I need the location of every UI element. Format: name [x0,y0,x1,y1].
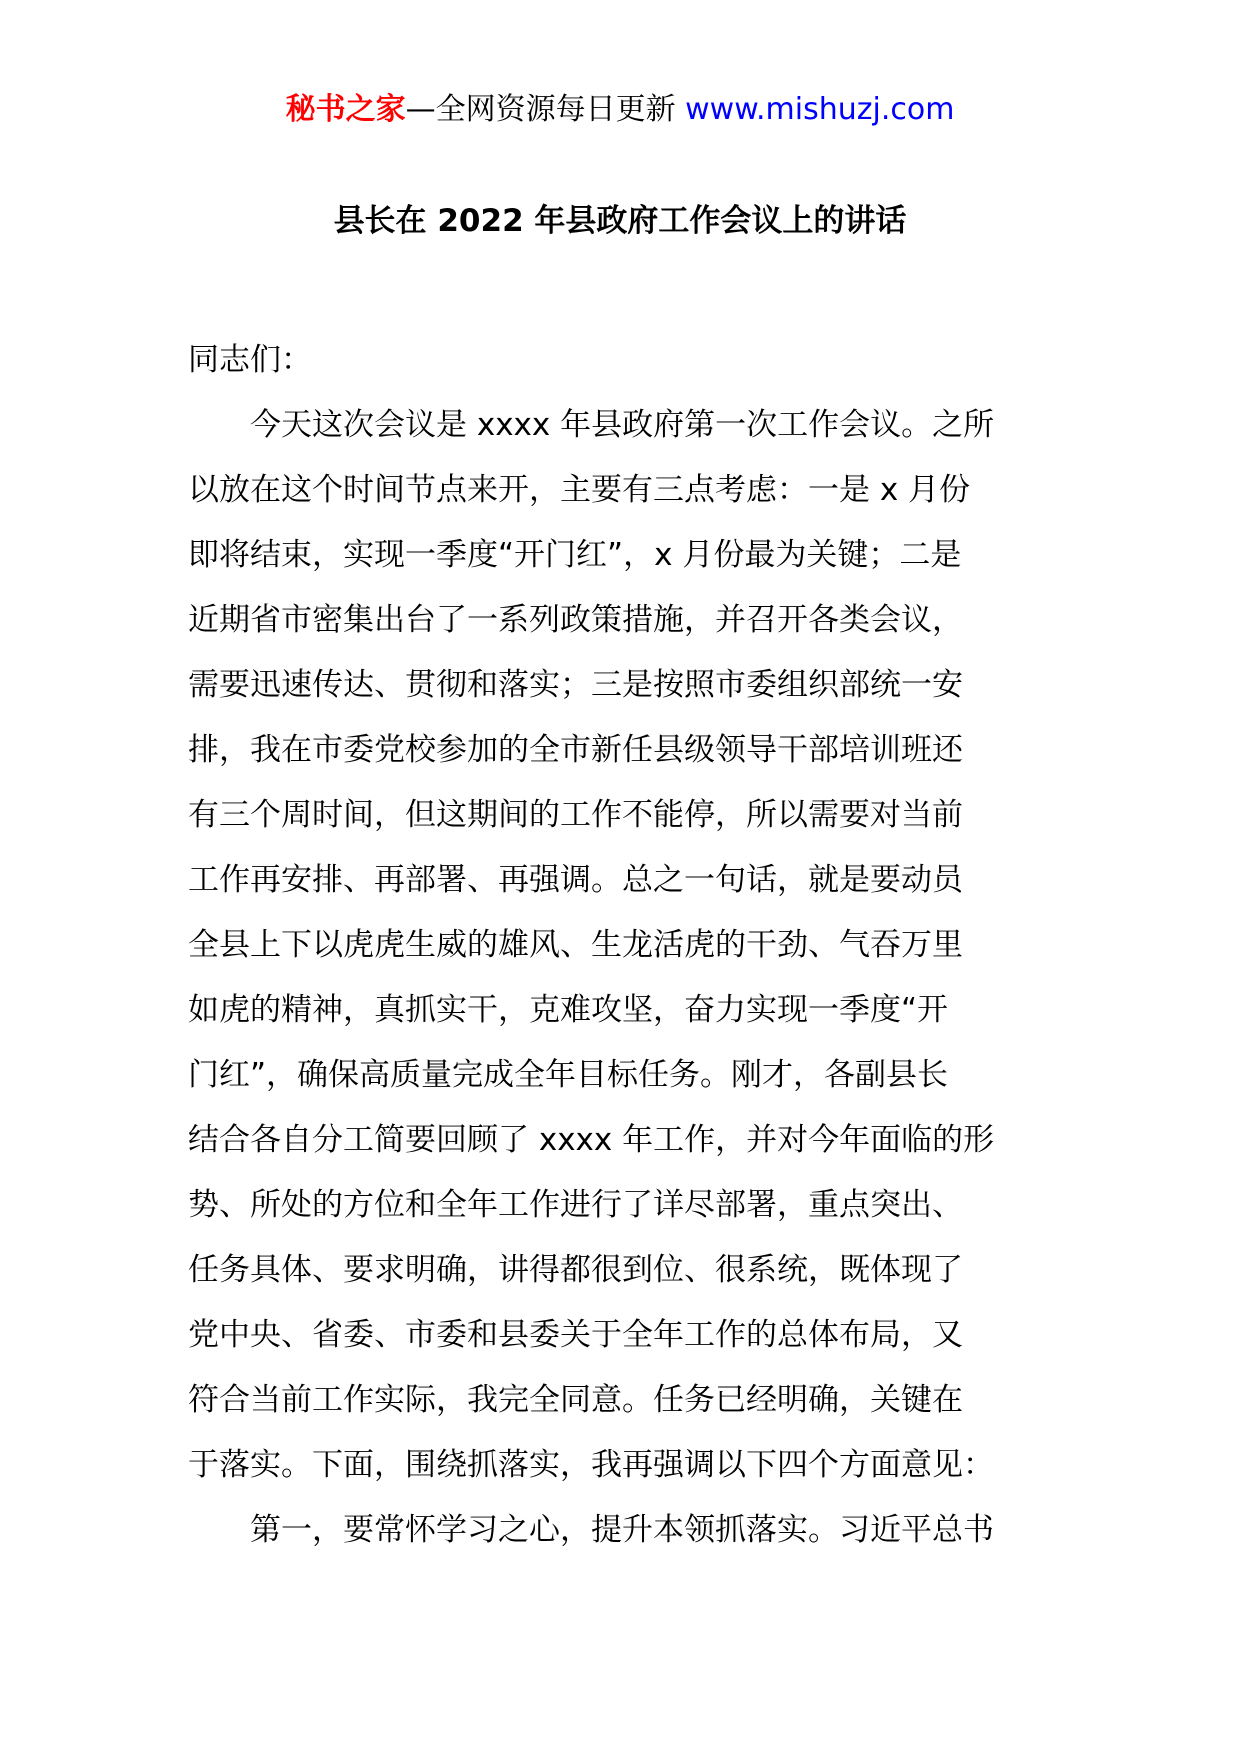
body-line: 有三个周时间，但这期间的工作不能停，所以需要对当前 [188,797,963,833]
body-line: 任务具体、要求明确，讲得都很到位、很系统，既体现了 [188,1252,963,1288]
body-line: 以放在这个时间节点来开，主要有三点考虑：一是 x 月份 [188,472,971,508]
body-line: 全县上下以虎虎生威的雄风、生龙活虎的干劲、气吞万里 [188,927,963,963]
body-line: 近期省市密集出台了一系列政策措施，并召开各类会议， [188,602,963,638]
site-brand: 秘书之家 [285,92,406,127]
body-line: 今天这次会议是 xxxx 年县政府第一次工作会议。之所 [250,407,995,443]
site-header [0,88,1240,132]
document-body [188,328,1068,1563]
body-line: 排，我在市委党校参加的全市新任县级领导干部培训班还 [188,732,963,768]
body-line: 势、所处的方位和全年工作进行了详尽部署，重点突出、 [188,1187,963,1223]
site-url-link[interactable]: www.mishuzj.com [685,92,955,127]
body-line: 第一，要常怀学习之心，提升本领抓落实。习近平总书 [250,1512,994,1548]
body-line: 门红”，确保高质量完成全年目标任务。刚才，各副县长 [188,1057,949,1093]
body-line: 符合当前工作实际，我完全同意。任务已经明确，关键在 [188,1382,963,1418]
body-line: 工作再安排、再部署、再强调。总之一句话，就是要动员 [188,862,963,898]
salutation-line: 同志们： [188,342,312,378]
body-line: 党中央、省委、市委和县委关于全年工作的总体布局，又 [188,1317,963,1353]
body-line: 于落实。下面，围绕抓落实，我再强调以下四个方面意见： [188,1447,994,1483]
document-title: 县长在 2022 年县政府工作会议上的讲话 [333,203,907,239]
site-tagline: —全网资源每日更新 [405,92,686,127]
body-line: 结合各自分工简要回顾了 xxxx 年工作，并对今年面临的形 [188,1122,995,1158]
body-line: 即将结束，实现一季度“开门红”，x 月份最为关键；二是 [188,537,962,573]
body-line: 如虎的精神，真抓实干，克难攻坚，奋力实现一季度“开 [188,992,949,1028]
body-line: 需要迅速传达、贯彻和落实；三是按照市委组织部统一安 [188,667,963,703]
